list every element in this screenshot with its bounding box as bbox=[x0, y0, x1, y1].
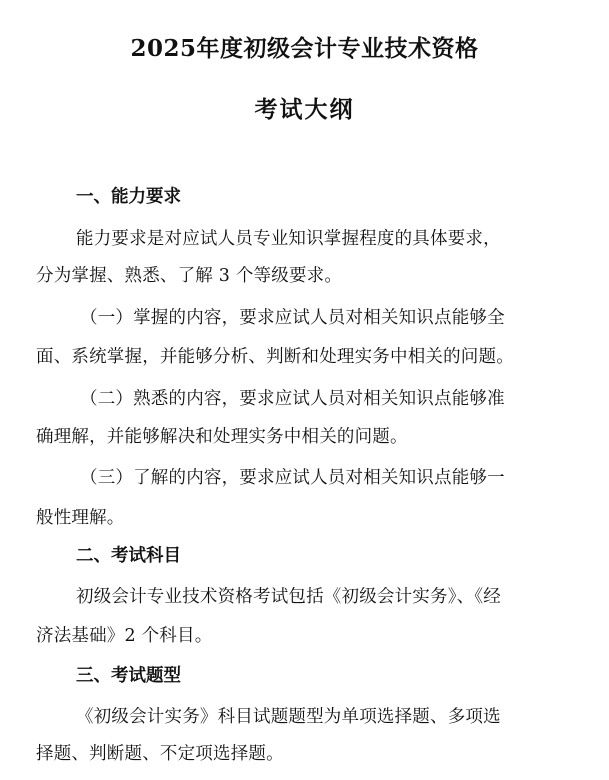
paragraph-line: 初级会计专业技术资格考试包括《初级会计实务》、《经 bbox=[76, 587, 501, 607]
paragraph-line: 济法基础》2 个科目。 bbox=[36, 626, 213, 646]
paragraph-line: 能力要求是对应试人员专业知识掌握程度的具体要求， bbox=[76, 229, 501, 249]
paragraph-line: 般性理解。 bbox=[36, 508, 125, 528]
paragraph-line: （三）了解的内容，要求应试人员对相关知识点能够一 bbox=[80, 468, 505, 488]
paragraph-line: 择题、判断题、不定项选择题。 bbox=[36, 744, 284, 764]
section-heading-subjects: 二、考试科目 bbox=[76, 546, 181, 566]
document-subtitle: 考试大纲 bbox=[254, 96, 355, 123]
section-heading-ability: 一、能力要求 bbox=[76, 187, 181, 207]
paragraph-line: （二）熟悉的内容，要求应试人员对相关知识点能够准 bbox=[80, 389, 505, 409]
section-heading-question-types: 三、考试题型 bbox=[76, 666, 181, 686]
paragraph-line: 分为掌握、熟悉、了解 3 个等级要求。 bbox=[36, 266, 343, 286]
document-title: 2025年度初级会计专业技术资格 bbox=[130, 35, 479, 62]
paragraph-line: （一）掌握的内容，要求应试人员对相关知识点能够全 bbox=[80, 308, 505, 328]
paragraph-line: 确理解，并能够解决和处理实务中相关的问题。 bbox=[36, 427, 408, 447]
paragraph-line: 面、系统掌握，并能够分析、判断和处理实务中相关的问题。 bbox=[36, 347, 514, 367]
paragraph-line: 《初级会计实务》科目试题题型为单项选择题、多项选 bbox=[76, 707, 501, 727]
